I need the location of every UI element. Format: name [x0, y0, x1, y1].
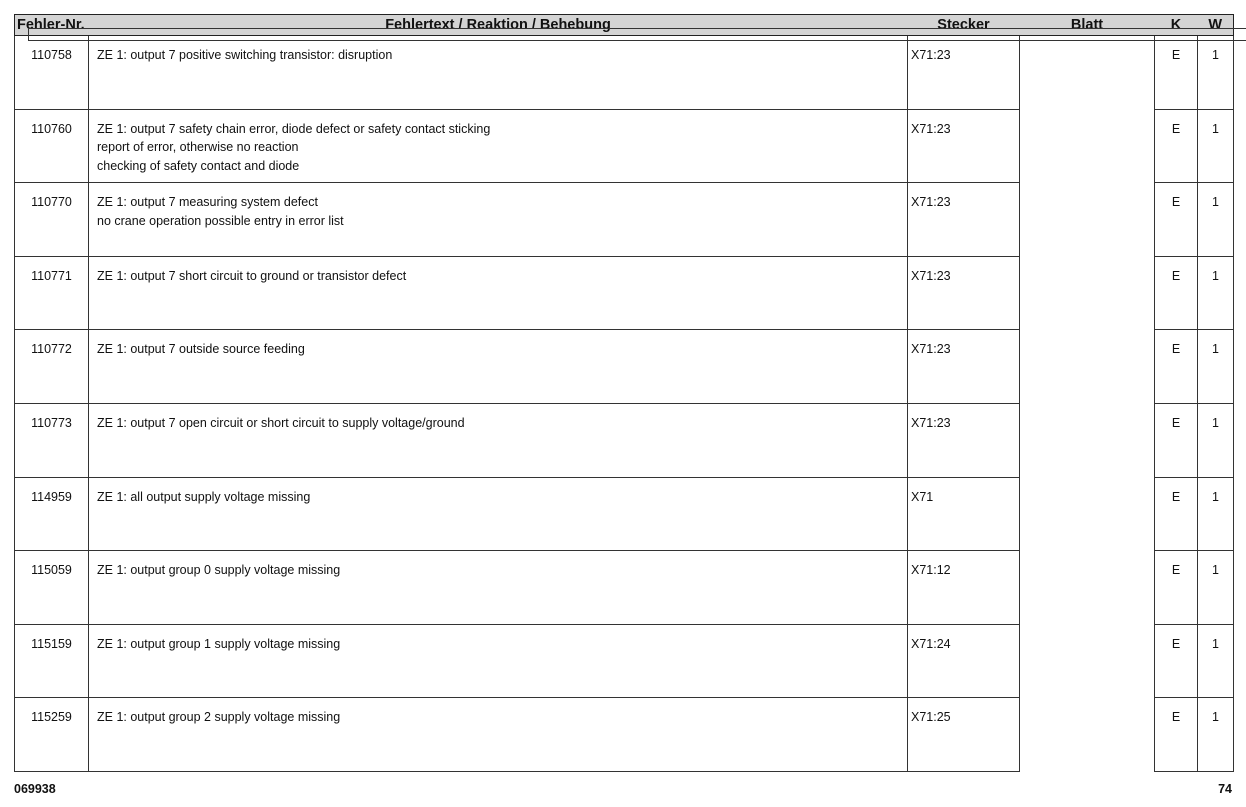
plug-cell: X71:23 — [908, 403, 1020, 477]
table-row — [15, 183, 1234, 257]
error-text-line: ZE 1: output 7 measuring system defect — [97, 195, 318, 210]
plug-cell: X71:12 — [908, 551, 1020, 625]
k-cell: E — [1155, 330, 1198, 404]
table-row — [15, 403, 1234, 477]
error-text-line: checking of safety contact and diode — [97, 158, 300, 173]
w-cell: 1 — [1198, 403, 1234, 477]
k-cell: E — [1155, 624, 1198, 698]
error-text-cell — [89, 256, 908, 330]
k-cell: E — [1155, 477, 1198, 551]
error-text-cell — [89, 477, 908, 551]
w-cell: 1 — [1198, 36, 1234, 110]
plug-cell: X71:23 — [908, 183, 1020, 257]
k-cell: E — [1155, 256, 1198, 330]
error-text-line: ZE 1: output 7 positive switching transistor: disruption — [97, 48, 393, 62]
plug-cell: X71:24 — [908, 624, 1020, 698]
w-cell: 1 — [1198, 551, 1234, 625]
w-cell: 1 — [1198, 109, 1234, 183]
error-number-cell: 110770 — [15, 183, 89, 257]
error-text-line: report of error, otherwise no reaction — [97, 140, 299, 155]
plug-cell: X71 — [908, 477, 1020, 551]
table-row — [15, 36, 1234, 110]
error-text-line: ZE 1: output 7 outside source feeding — [97, 342, 305, 357]
error-text-line: ZE 1: output group 2 supply voltage missing — [97, 710, 341, 725]
plug-cell: X71:23 — [908, 36, 1020, 110]
error-number-cell: 115259 — [15, 698, 89, 772]
header-plug: Stecker — [908, 15, 1020, 36]
plug-cell: X71:23 — [908, 109, 1020, 183]
error-text-cell — [89, 698, 908, 772]
document-number: 069938 — [14, 782, 56, 796]
w-cell: 1 — [1198, 330, 1234, 404]
error-text-cell — [89, 330, 908, 404]
error-number-cell: 114959 — [15, 477, 89, 551]
page-number: 74 — [1218, 782, 1232, 796]
table-body — [15, 36, 1234, 772]
table-row — [15, 698, 1234, 772]
error-number-cell: 110773 — [15, 403, 89, 477]
error-code-sheet — [14, 14, 1233, 772]
plug-cell: X71:25 — [908, 698, 1020, 772]
error-text-cell — [89, 551, 908, 625]
error-text-cell — [89, 183, 908, 257]
error-text-line: ZE 1: output 7 short circuit to ground or transistor defect — [97, 268, 407, 283]
plug-cell: X71:23 — [908, 330, 1020, 404]
error-number-cell: 115059 — [15, 551, 89, 625]
error-number-cell: 115159 — [15, 624, 89, 698]
w-cell: 1 — [1198, 256, 1234, 330]
k-cell: E — [1155, 109, 1198, 183]
w-cell: 1 — [1198, 624, 1234, 698]
k-cell: E — [1155, 698, 1198, 772]
error-text-line: ZE 1: output 7 open circuit or short circuit to supply voltage/ground — [97, 415, 465, 430]
error-text-line: ZE 1: output group 1 supply voltage missing — [97, 636, 341, 651]
error-text-cell — [89, 36, 908, 110]
header-error-number: Fehler-Nr. — [15, 15, 89, 36]
table-row — [15, 477, 1234, 551]
w-cell: 1 — [1198, 183, 1234, 257]
error-table — [14, 14, 1234, 772]
header-error-text: Fehlertext / Reaktion / Behebung — [89, 15, 908, 36]
k-cell: E — [1155, 403, 1198, 477]
plug-cell: X71:23 — [908, 256, 1020, 330]
table-row — [15, 551, 1234, 625]
k-cell: E — [1155, 183, 1198, 257]
header-k: K — [1155, 15, 1198, 36]
error-text-cell — [89, 624, 908, 698]
table-row — [15, 256, 1234, 330]
w-cell: 1 — [1198, 477, 1234, 551]
error-text-cell — [89, 403, 908, 477]
error-number-cell: 110760 — [15, 109, 89, 183]
k-cell: E — [1155, 36, 1198, 110]
error-text-line: ZE 1: output 7 safety chain error, diode defect or safety contact sticking — [97, 121, 491, 136]
error-number-cell: 110771 — [15, 256, 89, 330]
error-number-cell: 110772 — [15, 330, 89, 404]
w-cell: 1 — [1198, 698, 1234, 772]
table-row — [15, 109, 1234, 183]
error-text-line: ZE 1: output group 0 supply voltage missing — [97, 563, 341, 578]
table-row — [15, 330, 1234, 404]
error-text-cell — [89, 109, 908, 183]
table-row — [15, 624, 1234, 698]
header-sheet: Blatt — [1020, 15, 1155, 36]
error-number-cell: 110758 — [15, 36, 89, 110]
sheet-cell — [28, 28, 1246, 41]
error-text-line: ZE 1: all output supply voltage missing — [97, 489, 311, 504]
k-cell: E — [1155, 551, 1198, 625]
error-text-line: no crane operation possible entry in error list — [97, 213, 344, 228]
header-w: W — [1198, 15, 1234, 36]
